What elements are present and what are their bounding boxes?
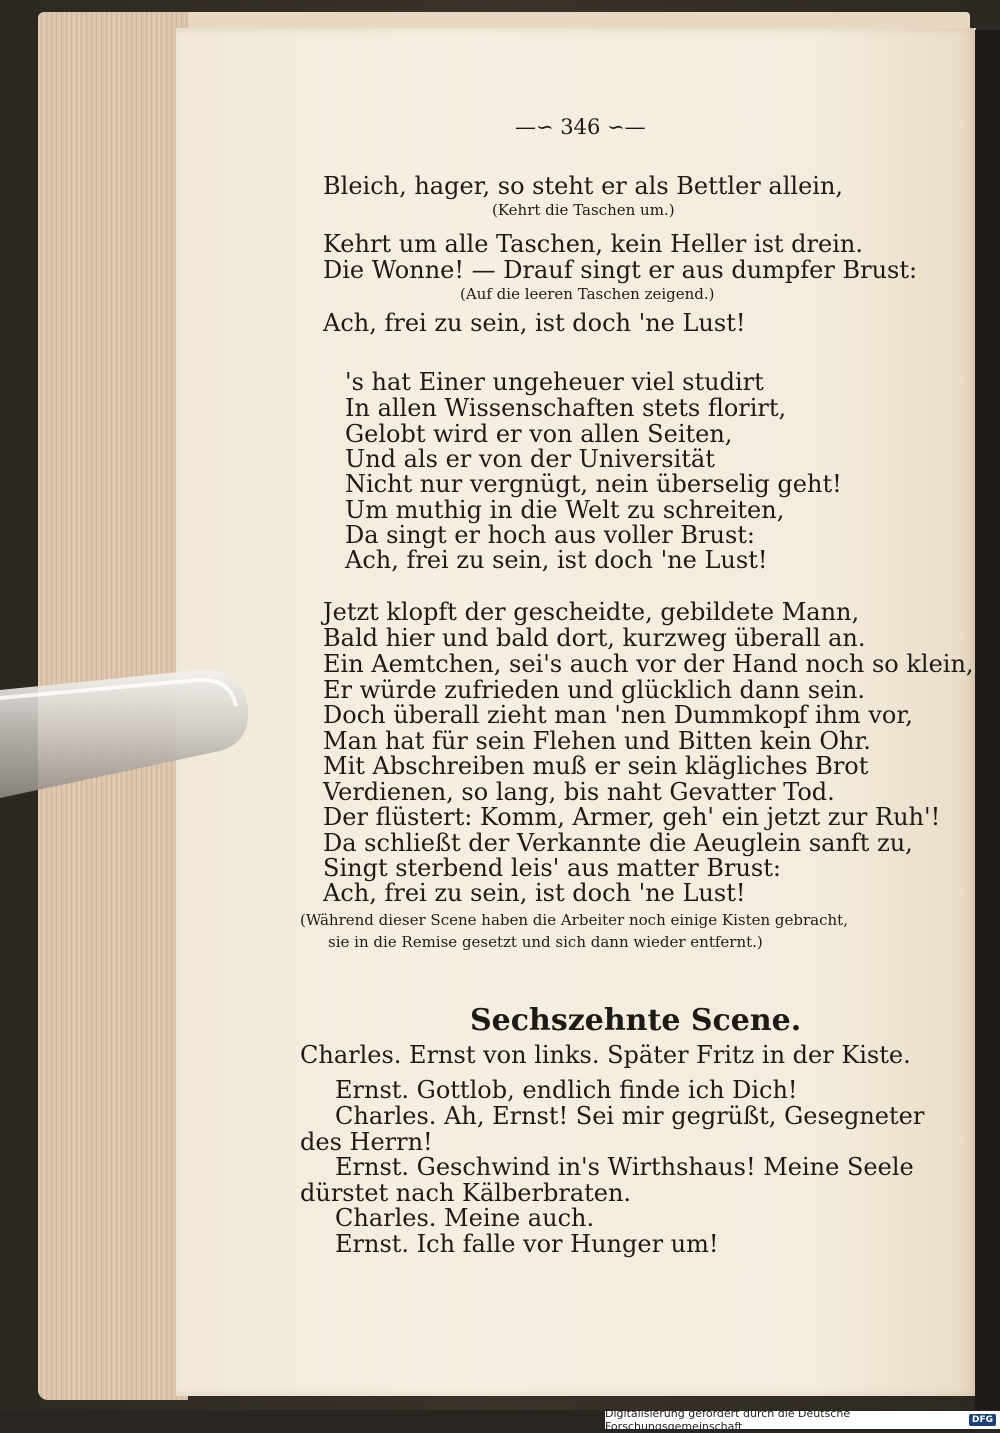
stage-direction: (Während dieser Scene haben die Arbeiter noch einige Kisten gebracht, <box>300 911 848 929</box>
text-line: Mit Abschreiben muß er sein klägliches Brot <box>323 752 869 780</box>
text-line: Bleich, hager, so steht er als Bettler allein, <box>323 172 844 200</box>
text-line: Er würde zufrieden und glücklich dann sein. <box>323 676 866 704</box>
page-number-ornament-right: ∽— <box>607 115 646 139</box>
text-line: 's hat Einer ungeheuer viel studirt <box>345 368 764 396</box>
text-line: Da singt er hoch aus voller Brust: <box>345 521 755 549</box>
stage-direction: (Auf die leeren Taschen zeigend.) <box>460 285 715 303</box>
glass-weight-object <box>0 670 250 820</box>
scene-heading: Sechszehnte Scene. <box>470 1003 802 1038</box>
text-line: Bald hier und bald dort, kurzweg überall an. <box>323 624 866 652</box>
text-line: Verdienen, so lang, bis naht Gevatter Tod. <box>323 778 835 806</box>
text-line: Ach, frei zu sein, ist doch 'ne Lust! <box>323 309 746 337</box>
page-number <box>515 117 646 138</box>
stage-direction: sie in die Remise gesetzt und sich dann wieder entfernt.) <box>328 933 763 951</box>
text-line: Der flüstert: Komm, Armer, geh' ein jetzt zur Ruh'! <box>323 803 941 831</box>
text-line: Ernst. Gottlob, endlich finde ich Dich! <box>335 1076 798 1104</box>
text-line: Charles. Ernst von links. Später Fritz in der Kiste. <box>300 1041 911 1069</box>
text-line: In allen Wissenschaften stets florirt, <box>345 394 787 422</box>
right-shadow <box>975 30 1000 1410</box>
text-line: Jetzt klopft der gescheidte, gebildete Mann, <box>323 598 860 626</box>
text-line: Charles. Meine auch. <box>335 1204 595 1232</box>
text-line: Ach, frei zu sein, ist doch 'ne Lust! <box>345 546 768 574</box>
text-line: Gelobt wird er von allen Seiten, <box>345 420 733 448</box>
text-line: des Herrn! <box>300 1128 433 1156</box>
text-line: dürstet nach Kälberbraten. <box>300 1179 632 1207</box>
text-line: Singt sterbend leis' aus matter Brust: <box>323 854 781 882</box>
dfg-logo: DFG <box>969 1414 996 1426</box>
text-line: Ernst. Geschwind in's Wirthshaus! Meine Seele <box>335 1153 914 1181</box>
text-line: Da schließt der Verkannte die Aeuglein sanft zu, <box>323 829 913 857</box>
text-line: Die Wonne! — Drauf singt er aus dumpfer Brust: <box>323 256 918 284</box>
footer-text: Digitalisierung gefördert durch die Deutsche Forschungsgemeinschaft <box>605 1407 851 1433</box>
text-line: Ernst. Ich falle vor Hunger um! <box>335 1230 719 1258</box>
page-number-value: 346 <box>560 115 601 139</box>
text-line: Doch überall zieht man 'nen Dummkopf ihm vor, <box>323 701 913 729</box>
text-line: Und als er von der Universität <box>345 445 715 473</box>
page-number-ornament-left: —∽ <box>515 115 554 139</box>
text-line: Nicht nur vergnügt, nein überselig geht! <box>345 470 842 498</box>
text-line: Man hat für sein Flehen und Bitten kein Ohr. <box>323 727 871 755</box>
footer-credit <box>605 1407 1000 1433</box>
text-line: Ach, frei zu sein, ist doch 'ne Lust! <box>323 879 746 907</box>
text-line: Ein Aemtchen, sei's auch vor der Hand noch so klein, <box>323 650 974 678</box>
text-line: Kehrt um alle Taschen, kein Heller ist drein. <box>323 230 863 258</box>
text-line: Charles. Ah, Ernst! Sei mir gegrüßt, Gesegneter <box>335 1102 925 1130</box>
text-line: Um muthig in die Welt zu schreiten, <box>345 496 785 524</box>
stage-direction: (Kehrt die Taschen um.) <box>492 201 675 219</box>
